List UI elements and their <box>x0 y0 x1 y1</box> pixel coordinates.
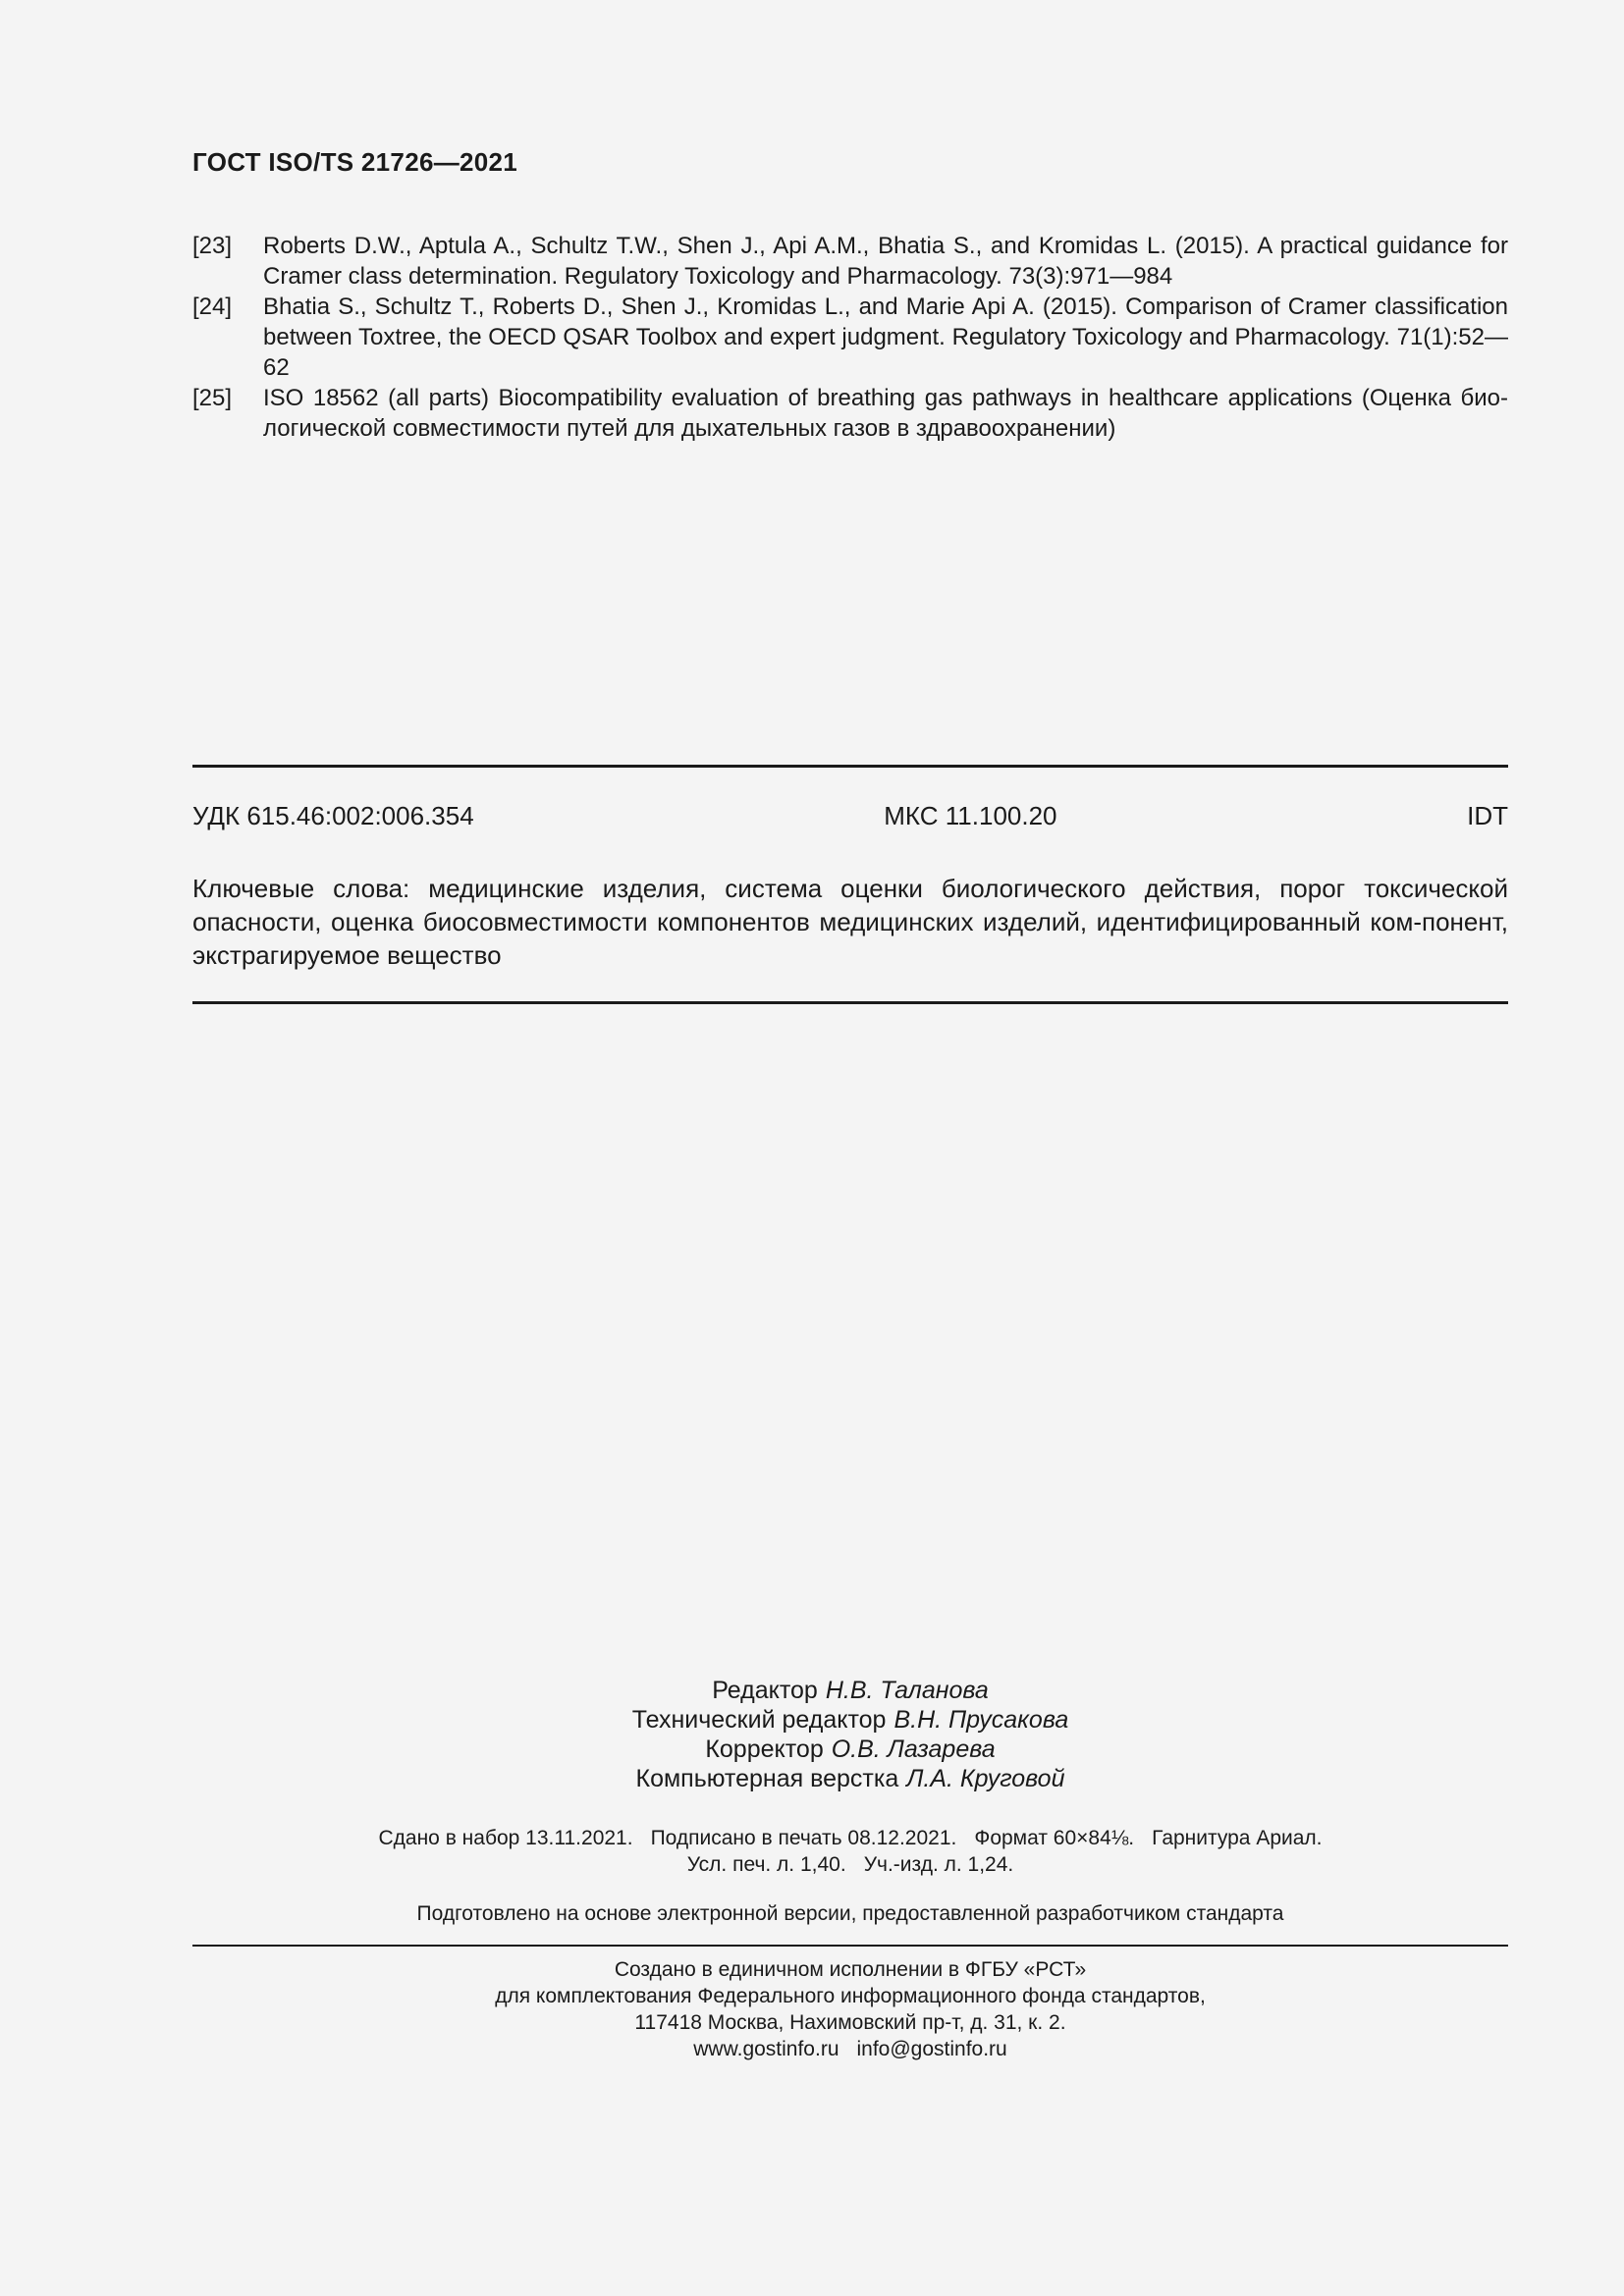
references-list <box>192 231 1508 444</box>
mks-code: МКС 11.100.20 <box>884 801 1057 830</box>
prepared-note: Подготовлено на основе электронной версии, предоставленной разработчиком стандарта <box>416 1902 1284 1925</box>
reference-number: [24] <box>192 294 233 320</box>
editor-line: Корректор О.В. Лазарева <box>705 1735 996 1763</box>
document-page <box>192 0 1508 2296</box>
reference-text: Bhatia S., Schultz T., Roberts D., Shen J., Kromidas L., and Marie Api A. (2015). Comparison of Cramer classification between Toxtree, the OECD QSAR Toolbox and expert judgment. Regulatory Toxicology and Pharmacology. 71(1):52—62 <box>263 294 1508 381</box>
reference-number: [23] <box>192 233 233 259</box>
print-info: Сдано в набор 13.11.2021. Подписано в печать 08.12.2021. Формат 60×84⅛. Гарнитура Ариал. Усл. печ. л. 1,40. Уч.-изд. л. 1,24. <box>378 1827 1323 1876</box>
divider-keywords <box>192 1001 1508 1004</box>
keywords-paragraph: Ключевые слова: медицинские изделия, система оценки биологического действия, порог токсической опасности, оценка биосовместимости компонентов медицинских изделий, идентифицированный ком-понент, экстрагируемое вещество <box>192 874 1508 970</box>
divider-footer <box>192 1945 1508 1947</box>
classification-row <box>192 801 1508 831</box>
reference-item <box>192 383 1508 444</box>
reference-text: Roberts D.W., Aptula A., Schultz T.W., Shen J., Api A.M., Bhatia S., and Kromidas L. (2015). A practical guidance for Cramer class determination. Regulatory Toxicology and Pharmacology. 73(3):971—984 <box>263 233 1508 290</box>
editor-line: Компьютерная верстка Л.А. Круговой <box>635 1765 1065 1792</box>
email-link[interactable]: info@gostinfo.ru <box>856 2038 1007 2060</box>
reference-item <box>192 231 1508 292</box>
editors-block <box>192 1676 1508 1793</box>
website-link[interactable]: www.gostinfo.ru <box>693 2038 839 2060</box>
reference-text: ISO 18562 (all parts) Biocompatibility evaluation of breathing gas pathways in healthcare applications (Оценка био-логической совместимости путей для дыхательных газов в здравоохранении) <box>263 385 1508 442</box>
editor-line: Редактор Н.В. Таланова <box>712 1677 989 1704</box>
udk-code: УДК 615.46:002:006.354 <box>192 801 474 830</box>
document-header: ГОСТ ISO/TS 21726—2021 <box>192 147 518 177</box>
reference-item <box>192 292 1508 383</box>
reference-number: [25] <box>192 385 233 411</box>
publisher-footer: Создано в единичном исполнении в ФГБУ «РСТ» для комплектования Федерального информационного фонда стандартов, 117418 Москва, Нахимовский пр-т, д. 31, к. 2. www.gostinfo.ru info@gostinfo.ru <box>495 1958 1206 2060</box>
idt-code: IDT <box>1467 801 1508 830</box>
editor-line: Технический редактор В.Н. Прусакова <box>631 1706 1069 1734</box>
divider-top <box>192 765 1508 768</box>
